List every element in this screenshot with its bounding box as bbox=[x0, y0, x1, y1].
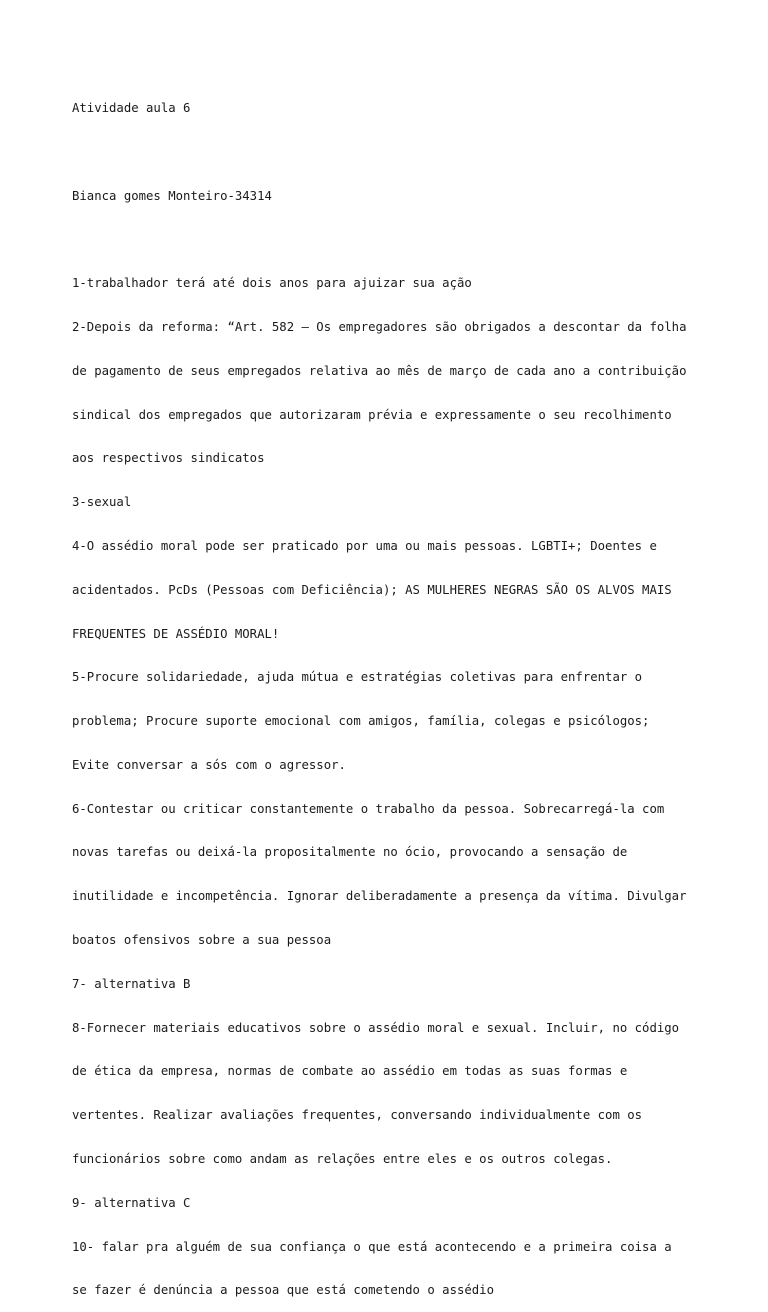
answer-line: inutilidade e incompetência. Ignorar deliberadamente a presença da vítima. Divulgar bbox=[72, 889, 687, 904]
answer-line: 7- alternativa B bbox=[72, 976, 191, 991]
document-page bbox=[72, 72, 712, 1312]
answer-line: 1-trabalhador terá até dois anos para ajuizar sua ação bbox=[72, 276, 472, 291]
answer-line: sindical dos empregados que autorizaram prévia e expressamente o seu recolhimento bbox=[72, 407, 672, 422]
blank-line bbox=[72, 145, 712, 160]
answer-line: 9- alternativa C bbox=[72, 1195, 191, 1210]
answer-line: problema; Procure suporte emocional com amigos, família, colegas e psicólogos; bbox=[72, 714, 650, 729]
answer-line: aos respectivos sindicatos bbox=[72, 451, 265, 466]
answer-line: de ética da empresa, normas de combate ao assédio em todas as suas formas e bbox=[72, 1064, 628, 1079]
answer-line: novas tarefas ou deixá-la propositalmente no ócio, provocando a sensação de bbox=[72, 845, 628, 860]
answer-line: acidentados. PcDs (Pessoas com Deficiência); AS MULHERES NEGRAS SÃO OS ALVOS MAIS bbox=[72, 582, 672, 597]
answer-line: 3-sexual bbox=[72, 495, 132, 510]
answer-line: 6-Contestar ou criticar constantemente o trabalho da pessoa. Sobrecarregá-la com bbox=[72, 801, 665, 816]
answer-line: funcionários sobre como andam as relações entre eles e os outros colegas. bbox=[72, 1151, 613, 1166]
answer-line: se fazer é denúncia a pessoa que está cometendo o assédio bbox=[72, 1283, 494, 1298]
blank-line bbox=[72, 233, 712, 248]
answer-line: 8-Fornecer materiais educativos sobre o assédio moral e sexual. Incluir, no código bbox=[72, 1020, 680, 1035]
author-line: Bianca gomes Monteiro-34314 bbox=[72, 188, 272, 203]
answer-line: vertentes. Realizar avaliações frequentes, conversando individualmente com os bbox=[72, 1108, 643, 1123]
answer-line: 5-Procure solidariedade, ajuda mútua e estratégias coletivas para enfrentar o bbox=[72, 670, 643, 685]
answer-line: boatos ofensivos sobre a sua pessoa bbox=[72, 933, 332, 948]
answer-line: 10- falar pra alguém de sua confiança o que está acontecendo e a primeira coisa a bbox=[72, 1239, 672, 1254]
answer-line: de pagamento de seus empregados relativa ao mês de março de cada ano a contribuição bbox=[72, 363, 687, 378]
answer-line: Evite conversar a sós com o agressor. bbox=[72, 757, 346, 772]
answer-line: FREQUENTES DE ASSÉDIO MORAL! bbox=[72, 626, 280, 641]
answer-line: 4-O assédio moral pode ser praticado por uma ou mais pessoas. LGBTI+; Doentes e bbox=[72, 539, 657, 553]
document-title: Atividade aula 6 bbox=[72, 101, 191, 116]
answer-line: 2-Depois da reforma: “Art. 582 – Os empregadores são obrigados a descontar da folha bbox=[72, 320, 687, 335]
